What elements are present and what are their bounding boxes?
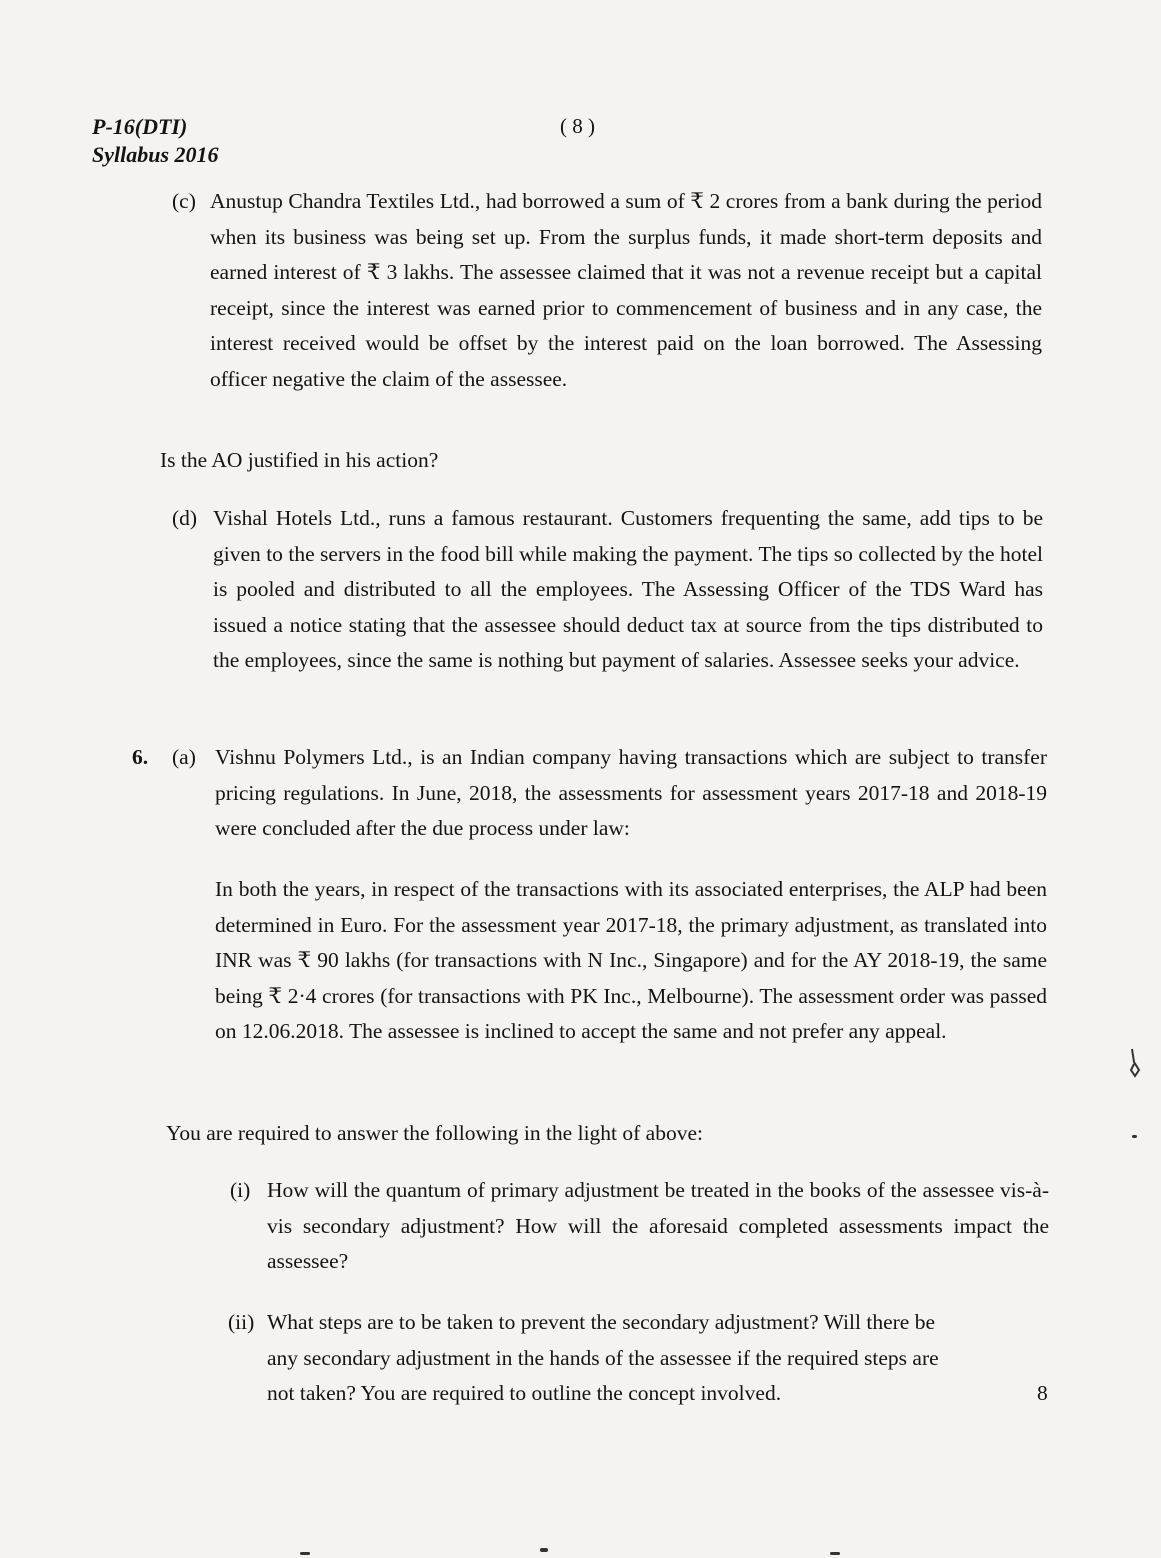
q6-number: 6. <box>132 745 149 769</box>
paper-code: P-16(DTI) <box>92 114 188 139</box>
syllabus-label: Syllabus 2016 <box>92 142 219 167</box>
q5d-text: Vishal Hotels Ltd., runs a famous restaurant. Customers frequenting the same, add tips to be given to the servers in the food bill while making the payment. The tips so collected by the hotel is pooled and distributed to all the employees. The Assessing Officer of the TDS Ward has issued a notice stating that the assessee should deduct tax at source from the tips distributed to the employees, since the same is nothing but payment of salaries. Assessee seeks your advice. <box>213 506 1043 673</box>
marks-value: 8 <box>1037 1381 1048 1405</box>
scan-speck <box>830 1552 840 1555</box>
q6-sub-i-label: (i) <box>230 1178 251 1202</box>
q5c-label: (c) <box>172 189 196 213</box>
q5d-label: (d) <box>172 506 198 530</box>
q6-instruction: You are required to answer the following in the light of above: <box>166 1121 703 1145</box>
q6a-label: (a) <box>172 745 196 769</box>
scan-mark-icon <box>1128 1048 1142 1078</box>
q6-sub-i-text: How will the quantum of primary adjustment be treated in the books of the assessee vis-à-vis secondary adjustment? How will the aforesaid completed assessments impact the assessee? <box>267 1178 1049 1274</box>
q6-sub-ii-text: What steps are to be taken to prevent the secondary adjustment? Will there be any secondary adjustment in the hands of the assessee if the required steps are not taken? You are required to outline the concept involved. <box>267 1310 939 1406</box>
q5c-text: Anustup Chandra Textiles Ltd., had borrowed a sum of ₹ 2 crores from a bank during the period when its business was being set up. From the surplus funds, it made short-term deposits and earned interest of ₹ 3 lakhs. The assessee claimed that it was not a revenue receipt but a capital receipt, since the interest was earned prior to commencement of business and in any case, the interest received would be offset by the interest paid on the loan borrowed. The Assessing officer negative the claim of the assessee. <box>210 189 1042 391</box>
q6a-text-1: Vishnu Polymers Ltd., is an Indian company having transactions which are subject to transfer pricing regulations. In June, 2018, the assessments for assessment years 2017-18 and 2018-19 were concluded after the due process under law: <box>215 745 1047 841</box>
scan-speck <box>1132 1135 1137 1138</box>
scan-speck <box>540 1548 548 1552</box>
scan-speck <box>300 1552 310 1555</box>
q6a-text-2: In both the years, in respect of the transactions with its associated enterprises, the ALP had been determined in Euro. For the assessment year 2017-18, the primary adjustment, as translated into INR was ₹ 90 lakhs (for transactions with N Inc., Singapore) and for the AY 2018-19, the same being ₹ 2·4 crores (for transactions with PK Inc., Melbourne). The assessment order was passed on 12.06.2018. The assessee is inclined to accept the same and not prefer any appeal. <box>215 877 1047 1044</box>
q5c-question: Is the AO justified in his action? <box>160 448 439 472</box>
q6-sub-ii-label: (ii) <box>228 1310 255 1334</box>
page-number: ( 8 ) <box>560 114 595 138</box>
